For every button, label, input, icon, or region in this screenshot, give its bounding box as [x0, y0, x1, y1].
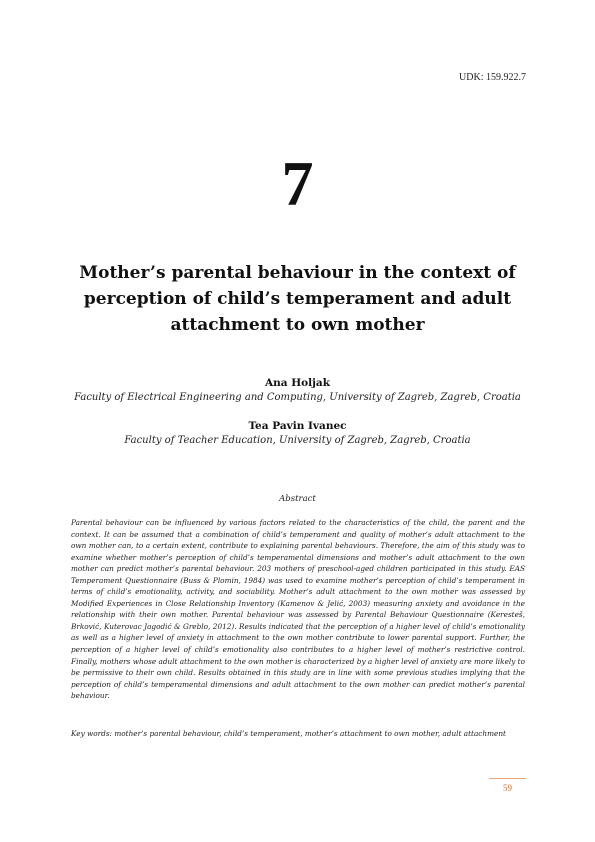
author-affiliation-2: Faculty of Teacher Education, University of Zagreb, Zagreb, Croatia [124, 435, 471, 446]
keywords: Key words: mother’s parental behaviour, child’s temperament, mother’s attachment to own mother, adult attachment [71, 729, 506, 738]
chapter-number: 7 [281, 148, 314, 219]
footer-rule [489, 778, 526, 779]
author-affiliation-1: Faculty of Electrical Engineering and Computing, University of Zagreb, Zagreb, Croatia [74, 392, 521, 403]
abstract-heading: Abstract [279, 494, 316, 504]
udk-classification: UDK: 159.922.7 [459, 72, 526, 83]
page-number: 59 [503, 783, 512, 793]
abstract-body: Parental behaviour can be influenced by various factors related to the characteristics of the child, the parent and the context. It can be assumed that a combination of child’s temperament and quality of mother’s adult attachment to the own mother can, to a certain extent, contribute to explaining parental behaviours. Therefore, the aim of this study was to examine whether mother’s perception of child’s temperamental dimensions and mother’s adult attachment to the own mother can predict mother’s parental behaviour. 203 mothers of preschool-aged children participated in this study. EAS Temperament Questionnaire (Buss & Plomin, 1984) was used to examine mother’s perception of child’s temperament in terms of child’s emotionality, activity, and sociability. Mother’s adult attachment to the own mother was assessed by Modified Experiences in Close Relationship Inventory (Kamenov & Jelić, 2003) measuring anxiety and avoidance in the relationship with their own mother. Parental behaviour was assessed by Parental Behaviour Questionnaire (Keresteš, Brković, Kuterovac Jagodić & Greblo, 2012). Results indicated that the perception of a higher level of child’s emotionality as well as a higher level of anxiety in attachment to the own mother contribute to lower parental support. Further, the perception of a higher level of child’s emotionality also contributes to a higher level of mother’s restrictive control. Finally, mothers whose adult attachment to the own mother is characterized by a higher level of anxiety are more likely to be permissive to their own child. Results obtained in this study are in line with some previous studies implying that the perception of child’s temperamental dimensions and adult attachment to the own mother can predict mother’s parental behaviour. [71, 518, 525, 701]
author-name-2: Tea Pavin Ivanec [248, 420, 347, 432]
paper-title: Mother’s parental behaviour in the context of perception of child’s temperament and adult attachment to own mother [79, 263, 516, 335]
author-name-1: Ana Holjak [264, 377, 331, 389]
